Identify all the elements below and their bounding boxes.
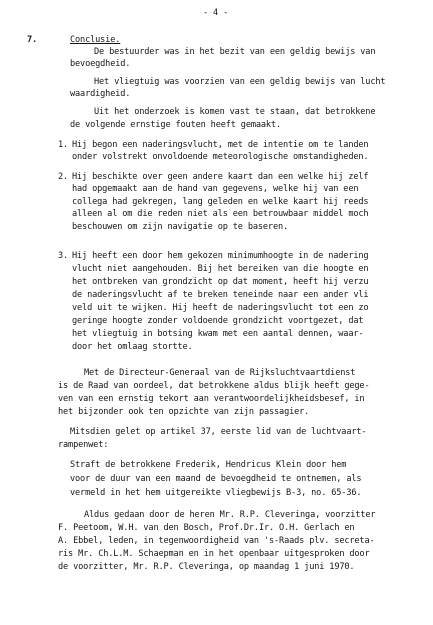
text-line: de naderingsvlucht af te breken teneinde naar een ander vli — [72, 290, 369, 300]
text-line: Hij beschikte over geen andere kaart dan een welke hij zelf — [72, 172, 369, 182]
text-line: Aldus gedaan door de heren Mr. R.P. Cleveringa, voorzitter — [84, 510, 376, 520]
text-line: de volgende ernstige fouten heeft gemaakt. — [70, 120, 282, 130]
text-line: voor de duur van een maand de bevoegdheid te ontnemen, als — [70, 474, 362, 484]
text-line: ris Mr. Ch.L.M. Schaepman en in het openbaar uitgesproken door — [58, 549, 370, 559]
text-line: Met de Directeur-Generaal van de Rijksluchtvaartdienst — [84, 368, 356, 378]
text-line: ven van een ernstig tekort aan verantwoordelijkheidsbesef, in — [58, 394, 365, 404]
text-line: is de Raad van oordeel, dat betrokkene aldus blijk heeft gege- — [58, 381, 370, 391]
item-number: 2. — [58, 172, 69, 182]
text-line: vermeld in het hem uitgereikte vliegbewijs B-3, no. 65-36. — [70, 488, 362, 498]
text-line: bevoegdheid. — [70, 59, 131, 69]
text-line: vlucht niet aangehouden. Bij het bereiken van die hoogte en — [72, 264, 369, 274]
text-line: beschouwen om zijn navigatie op te baseren. — [72, 222, 289, 232]
text-line: Uit het onderzoek is komen vast te staan, dat betrokkene — [94, 107, 376, 117]
text-line: het ontbreken van grondzicht op dat moment, heeft hij verzu — [72, 277, 369, 287]
page-number: - 4 - — [203, 8, 229, 18]
text-line: rampenwet: — [58, 440, 109, 450]
text-line: Hij heeft een door hem gekozen minimumhoogte in de nadering — [72, 251, 369, 261]
text-line: De bestuurder was in het bezit van een geldig bewijs van — [94, 47, 376, 57]
text-line: Hij begon een naderingsvlucht, met de intentie om te landen — [72, 140, 369, 150]
text-line: A. Ebbel, leden, in tegenwoordigheid van 's-Raads plv. secreta- — [58, 536, 375, 546]
text-line: geringe hoogte zonder voldoende grondzicht voortgezet, dat — [72, 316, 364, 326]
text-line: veld uit te wijken. Hij heeft de naderingsvlucht tot een zo — [72, 303, 369, 313]
text-line: Mitsdien gelet op artikel 37, eerste lid van de luchtvaart- — [70, 427, 367, 437]
text-line: Straft de betrokkene Frederik, Hendricus Klein door hem — [70, 460, 347, 470]
section-number: 7. — [27, 35, 38, 45]
text-line: collega had gekregen, lang geleden en welke kaart hij reeds — [72, 197, 369, 207]
item-number: 1. — [58, 140, 69, 150]
text-line: had opgemaakt aan de hand van gegevens, welke hij van een — [72, 184, 359, 194]
text-line: F. Peetoom, W.H. van den Bosch, Prof.Dr.Ir. O.H. Gerlach en — [58, 523, 355, 533]
text-line: het vliegtuig in botsing kwam met een aantal dennen, waar- — [72, 329, 364, 339]
text-line: Het vliegtuig was voorzien van een geldig bewijs van lucht — [94, 77, 386, 87]
text-line: alleen al om die reden niet als een betrouwbaar middel moch — [72, 209, 369, 219]
item-number: 3. — [58, 251, 69, 261]
text-line: het bijzonder ook ten opzichte van zijn passagier. — [58, 407, 310, 417]
section-heading: Conclusie. — [70, 35, 121, 45]
text-line: door het omlaag stortte. — [72, 342, 193, 352]
text-line: waardigheid. — [70, 89, 131, 99]
text-line: de voorzitter, Mr. R.P. Cleveringa, op maandag 1 juni 1970. — [58, 562, 355, 572]
text-line: onder volstrekt onvoldoende meteorologische omstandigheden. — [72, 152, 369, 162]
